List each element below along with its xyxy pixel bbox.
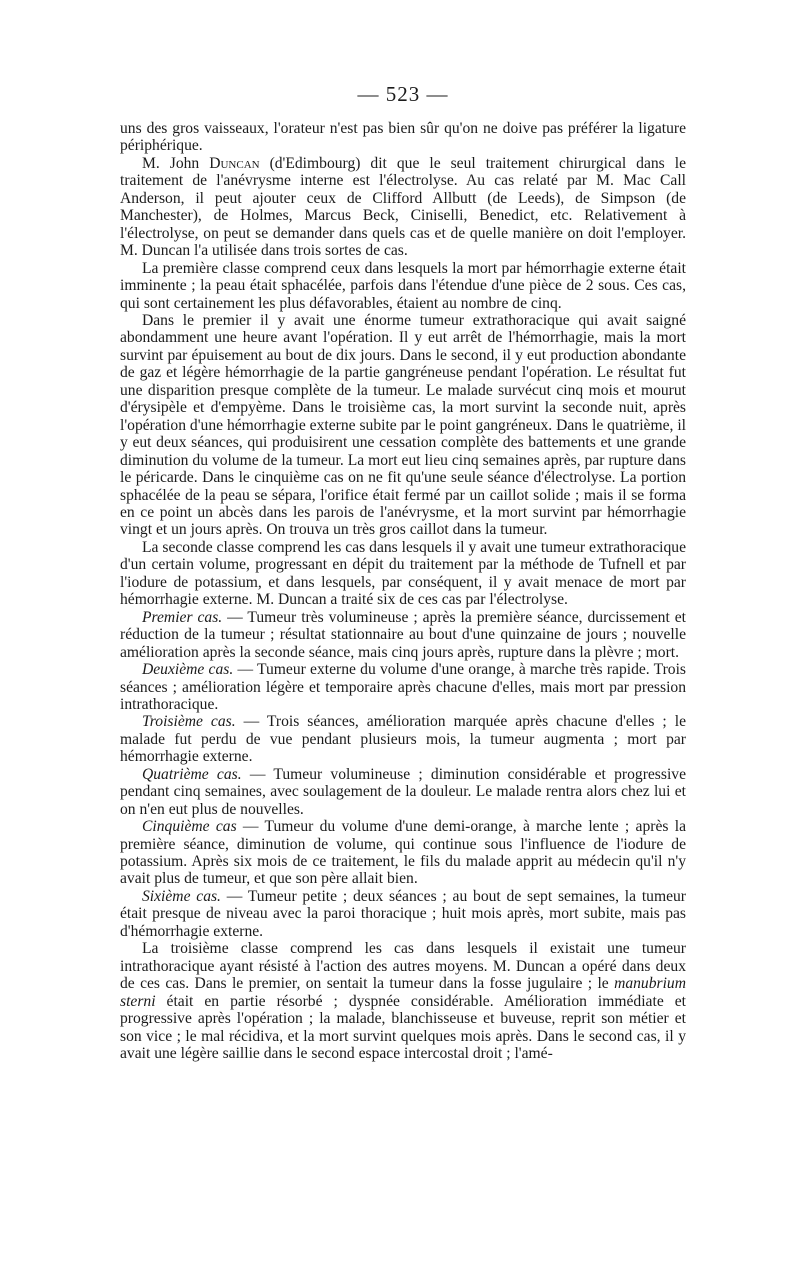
italic-run: Troisième cas. [142, 713, 236, 731]
text-run: uns des gros vaisseaux, l'orateur n'est pas bien sûr qu'on ne doive pas préférer la ligature périphérique. [120, 120, 686, 155]
paragraph-p3 [120, 260, 686, 312]
italic-run: Sixième cas. [142, 887, 221, 905]
italic-run: Cinquième cas [142, 818, 237, 836]
paragraph-p1 [120, 120, 686, 155]
text-run: — Tumeur du volume d'une demi-orange, à marche lente ; après la première séance, diminution de volume, qui continue sous l'influence de l'iodure de potassium. Après six mois de ce traitement, le fils du malade apprit au médecin qu'il n'y avait plus de tumeur, et que son père allait bien. [120, 818, 686, 888]
paragraph-p10 [120, 818, 686, 888]
paragraph-p5 [120, 539, 686, 609]
paragraph-p7 [120, 661, 686, 713]
paragraph-p2 [120, 155, 686, 260]
text-run: — Tumeur volumineuse ; diminution considérable et progressive pendant cinq semaines, avec soulagement de la douleur. Le malade rentra alors chez lui et on n'en eut plus de nouvelles. [120, 765, 686, 818]
text-run: — Trois séances, amélioration marquée après chacune d'elles ; le malade fut perdu de vue pendant plusieurs mois, la tumeur augmenta ; mort par hémorrhagie externe. [120, 713, 686, 766]
italic-run: Deuxième cas. [142, 661, 234, 679]
paragraph-p8 [120, 713, 686, 765]
text-run: La troisième classe comprend les cas dans lesquels il existait une tumeur intrathoracique ayant résisté à l'action des autres moyens. M. Duncan a opéré dans deux de ces cas. Dans le premier, on sentait la tumeur dans la fosse jugulaire ; le [120, 940, 686, 993]
text-run: M. John [142, 154, 210, 172]
text-run: (d'Edimbourg) dit que le seul traitement chirurgical dans le traitement de l'anévrysme interne est l'électrolyse. Au cas relaté par M. Mac Call Anderson, il peut ajouter ceux de Clifford Allbutt (de Leeds), de Simpson (de Manchester), de Holmes, Marcus Beck, Ciniselli, Benedict, etc. Relativement à l'électrolyse, on peut se demander dans quels cas et de quelle manière on doit l'employer. M. Duncan l'a utilisée dans trois sortes de cas. [120, 154, 686, 260]
italic-run: Premier cas. [142, 608, 223, 626]
body-text [120, 120, 686, 1062]
paragraph-p11 [120, 888, 686, 940]
text-run: Dans le premier il y avait une énorme tumeur extrathoracique qui avait saigné abondamment une heure avant l'opération. Il y eut arrêt de l'hémorrhagie, mais la mort survint par épuisement au bout de dix jours. Dans le second, il y eut production abondante de gaz et légère hémorrhagie de la partie gangréneuse pendant l'opération. Le résultat fut une disparition presque complète de la tumeur. Le malade survécut cinq mois et mourut d'érysipèle et d'empyème. Dans le troisième cas, la mort survint la seconde nuit, après l'opération d'une hémorrhagie externe subite par le point gangréneux. Dans le quatrième, il y eut deux séances, qui produisirent une cessation complète des battements et une grande diminution du volume de la tumeur. La mort eut lieu cinq semaines après, par rupture dans le péricarde. Dans le cinquième cas on ne fit qu'une seule séance d'électrolyse. La portion sphacélée de la peau se sépara, l'orifice était fermé par un caillot solide ; mais il se forma en ce point un abcès dans les parois de l'anévrysme, et la mort survint par hémorrhagie vingt et un jours après. On trouva un très gros caillot dans la tumeur. [120, 311, 686, 539]
small-caps-run: Duncan [209, 154, 260, 172]
text-run: — Tumeur externe du volume d'une orange, à marche très rapide. Trois séances ; amélioration légère et temporaire après chacune d'elles, mais mort par pression intrathoracique. [120, 661, 686, 713]
paragraph-p4 [120, 312, 686, 539]
text-run: La première classe comprend ceux dans lesquels la mort par hémorrhagie externe était imminente ; la peau était sphacélée, parfois dans l'étendue d'une pièce de 2 sous. Ces cas, qui sont certainement les plus défavorables, étaient au nombre de cinq. [120, 259, 686, 312]
italic-run: Quatrième cas. [142, 765, 242, 783]
paragraph-p6 [120, 609, 686, 661]
text-run: La seconde classe comprend les cas dans lesquels il y avait une tumeur extrathoracique d'un certain volume, progressant en dépit du traitement par la méthode de Tufnell et par l'iodure de potassium, et dans lesquels, par conséquent, il y avait menace de mort par hémorrhagie externe. M. Duncan a traité six de ces cas par l'électrolyse. [120, 538, 686, 609]
paragraph-p9 [120, 766, 686, 818]
page-number: — 523 — [357, 82, 449, 106]
text-run: — Tumeur très volumineuse ; après la première séance, durcissement et réduction de la tumeur ; résultat stationnaire au bout d'une quinzaine de jours ; nouvelle amélioration après la seconde séance, mais cinq jours après, rupture dans la plèvre ; mort. [120, 608, 686, 661]
text-run: — Tumeur petite ; deux séances ; au bout de sept semaines, la tumeur était presque de niveau avec la paroi thoracique ; huit mois après, mort subite, mais pas d'hémorrhagie externe. [120, 887, 686, 940]
text-run: était en partie résorbé ; dyspnée considérable. Amélioration immédiate et progressive après l'opération ; la malade, blanchisseuse et buveuse, reprit son métier et son vice ; le mal récidiva, et la mort survint quelques mois après. Dans le second cas, il y avait une légère saillie dans le second espace intercostal droit ; l'amé- [120, 992, 686, 1063]
paragraph-p12 [120, 940, 686, 1062]
italic-run: manubrium sterni [120, 975, 686, 1010]
